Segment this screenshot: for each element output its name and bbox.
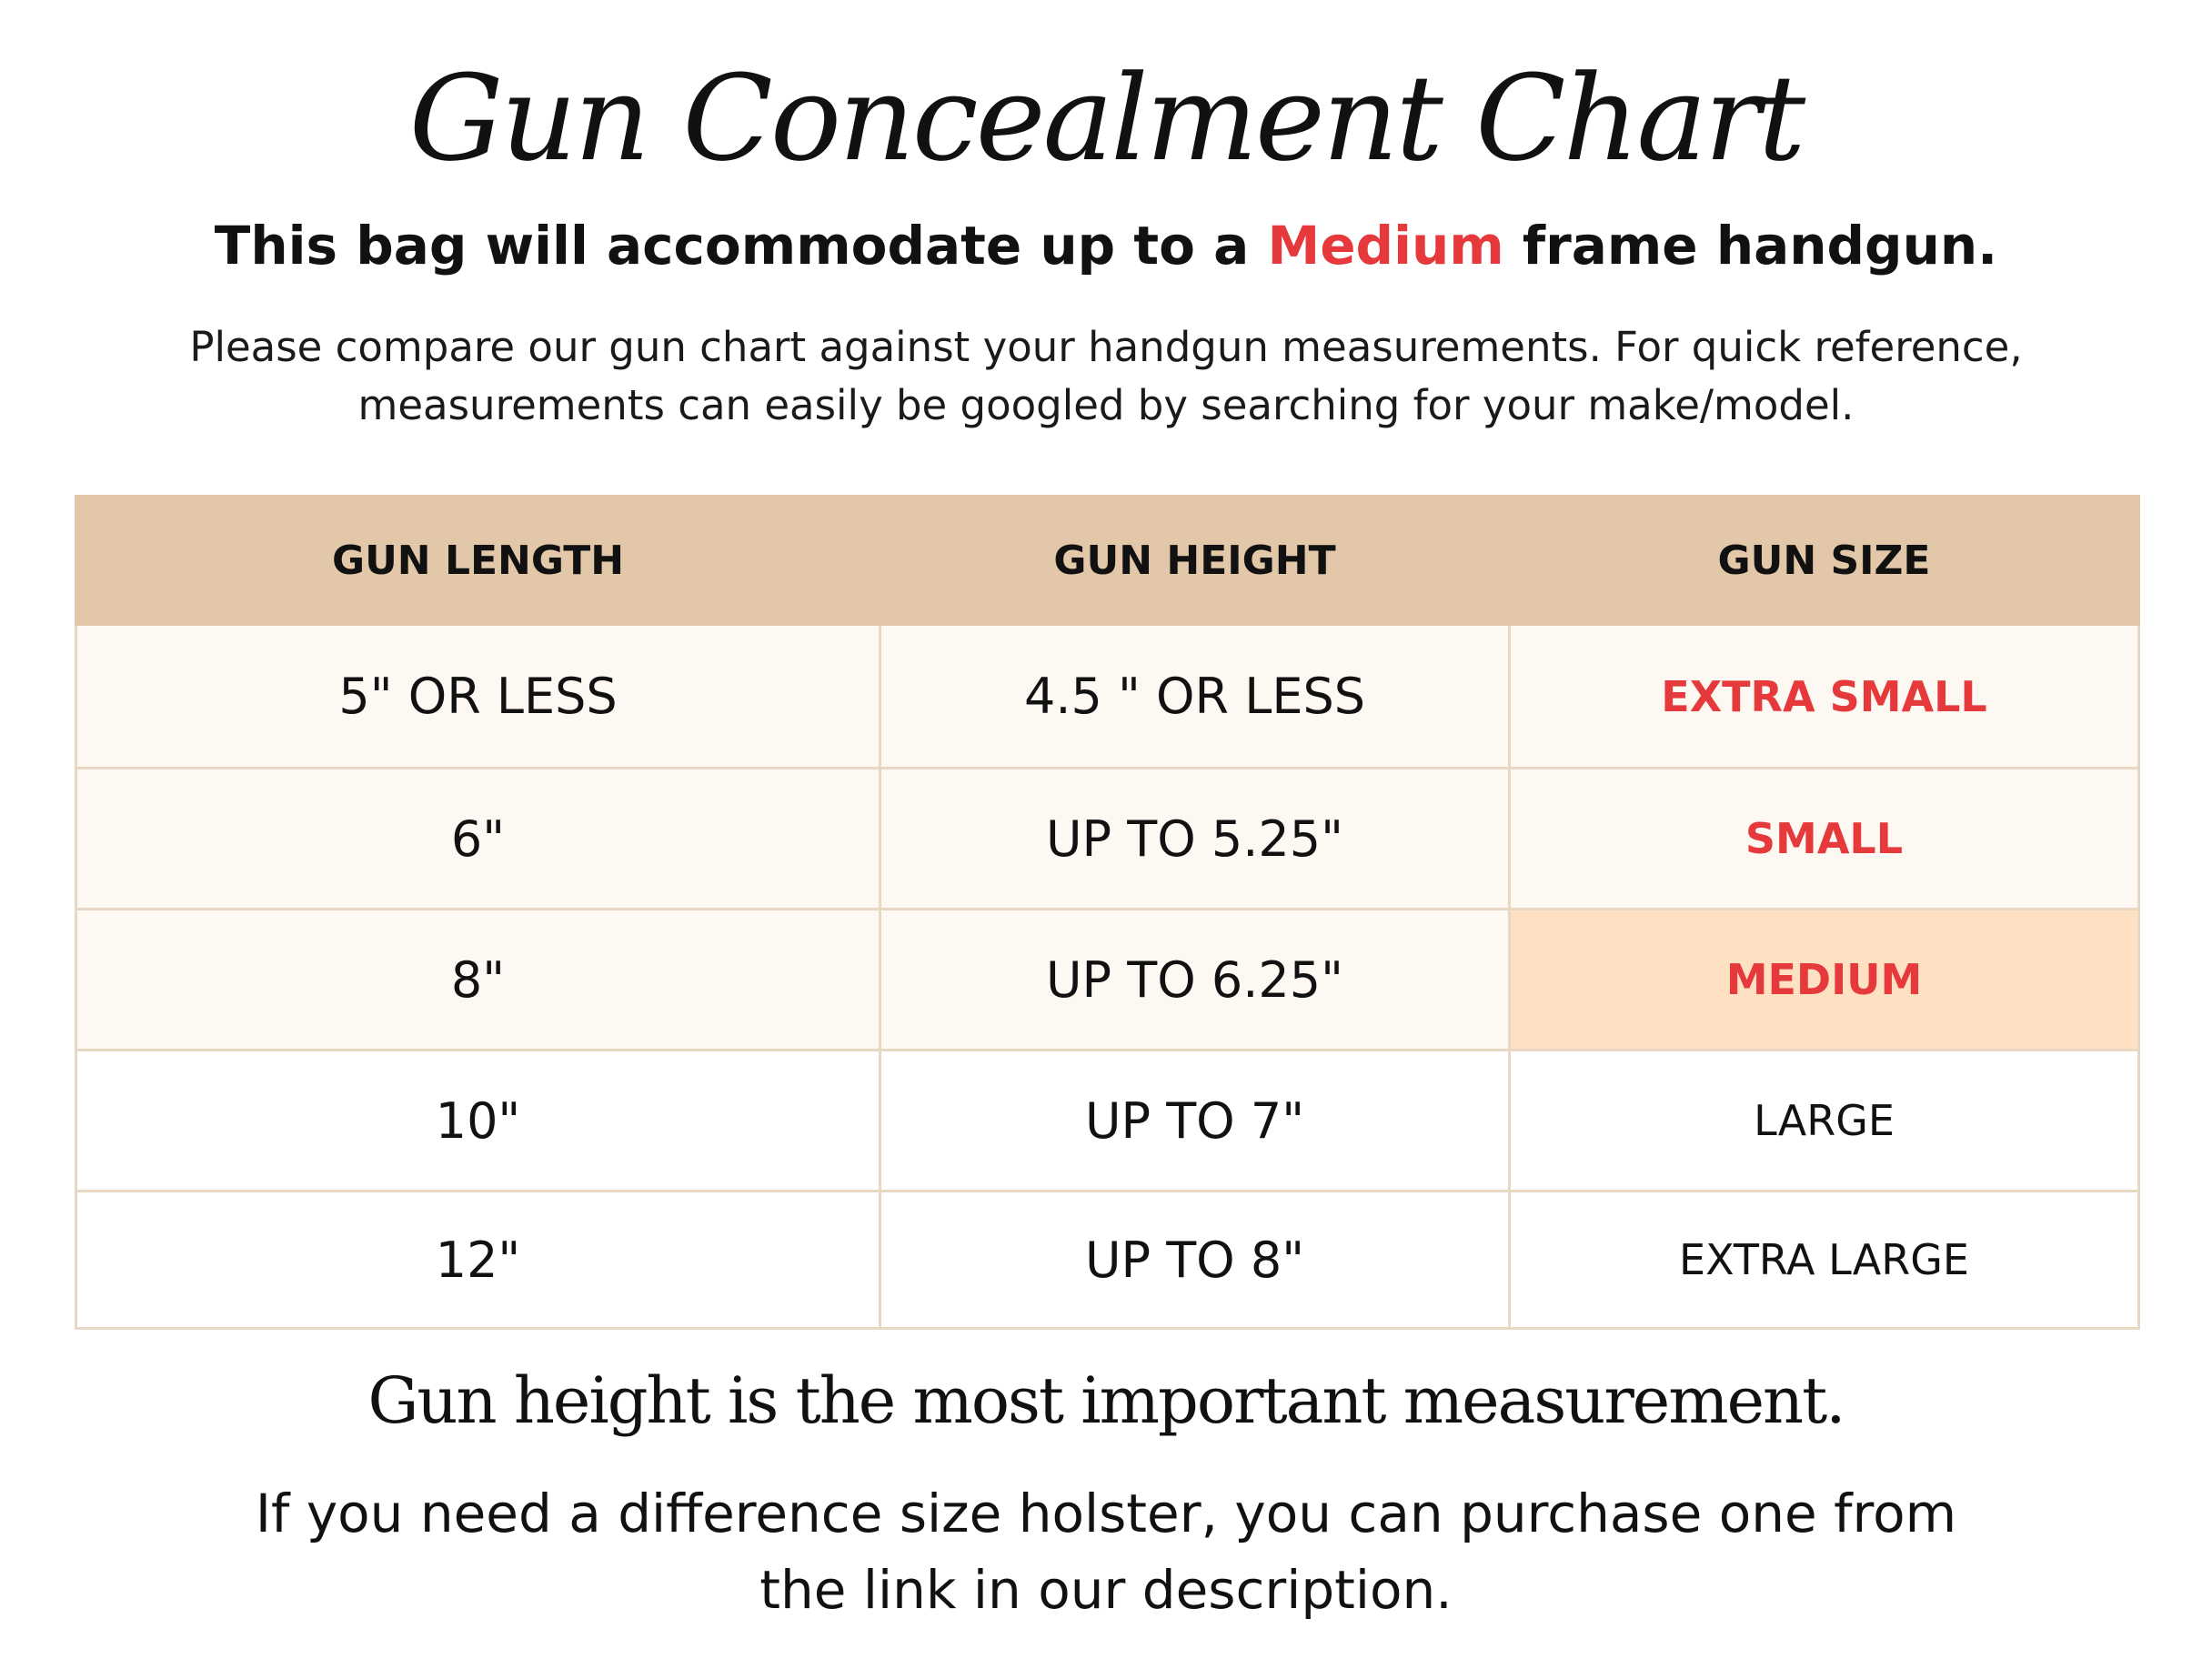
headline-text-after: frame handgun. <box>1503 215 1998 276</box>
size-cell: LARGE <box>1510 1051 2139 1191</box>
column-header-height: GUN HEIGHT <box>880 497 1510 625</box>
size-cell: EXTRA SMALL <box>1510 625 2139 769</box>
height-cell: UP TO 6.25" <box>880 910 1510 1051</box>
height-cell: UP TO 8" <box>880 1191 1510 1329</box>
intro-line-1: Please compare our gun chart against your handgun measurements. For quick reference, <box>189 323 2023 371</box>
height-importance-note: Gun height is the most important measurement. <box>367 1363 1845 1438</box>
height-cell: 4.5 " OR LESS <box>880 625 1510 769</box>
height-cell: UP TO 7" <box>880 1051 1510 1191</box>
length-cell: 12" <box>76 1191 880 1329</box>
length-cell: 8" <box>76 910 880 1051</box>
headline-accent: Medium <box>1267 215 1504 276</box>
footer-line-1: If you need a difference size holster, you can purchase one from <box>255 1483 1957 1544</box>
table-header-row <box>76 497 2139 625</box>
headline-text-before: This bag will accommodate up to a <box>214 215 1268 276</box>
length-cell: 10" <box>76 1051 880 1191</box>
table-row <box>76 769 2139 910</box>
column-header-size: GUN SIZE <box>1510 497 2139 625</box>
length-cell: 5" OR LESS <box>76 625 880 769</box>
headline <box>0 209 2212 282</box>
concealment-table <box>75 495 2140 1330</box>
size-cell: EXTRA LARGE <box>1510 1191 2139 1329</box>
column-header-length: GUN LENGTH <box>76 497 880 625</box>
table-row <box>76 625 2139 769</box>
intro-text <box>118 318 2094 435</box>
table-row <box>76 1051 2139 1191</box>
table-row <box>76 910 2139 1051</box>
height-cell: UP TO 5.25" <box>880 769 1510 910</box>
table-row <box>76 1191 2139 1329</box>
footer-text <box>200 1475 2012 1628</box>
length-cell: 6" <box>76 769 880 910</box>
size-cell: SMALL <box>1510 769 2139 910</box>
size-cell-medium: MEDIUM <box>1510 910 2139 1051</box>
chart-title: Gun Concealment Chart <box>408 49 1804 187</box>
footer-line-2: the link in our description. <box>759 1559 1453 1621</box>
intro-line-2: measurements can easily be googled by searching for your make/model. <box>357 381 1855 429</box>
